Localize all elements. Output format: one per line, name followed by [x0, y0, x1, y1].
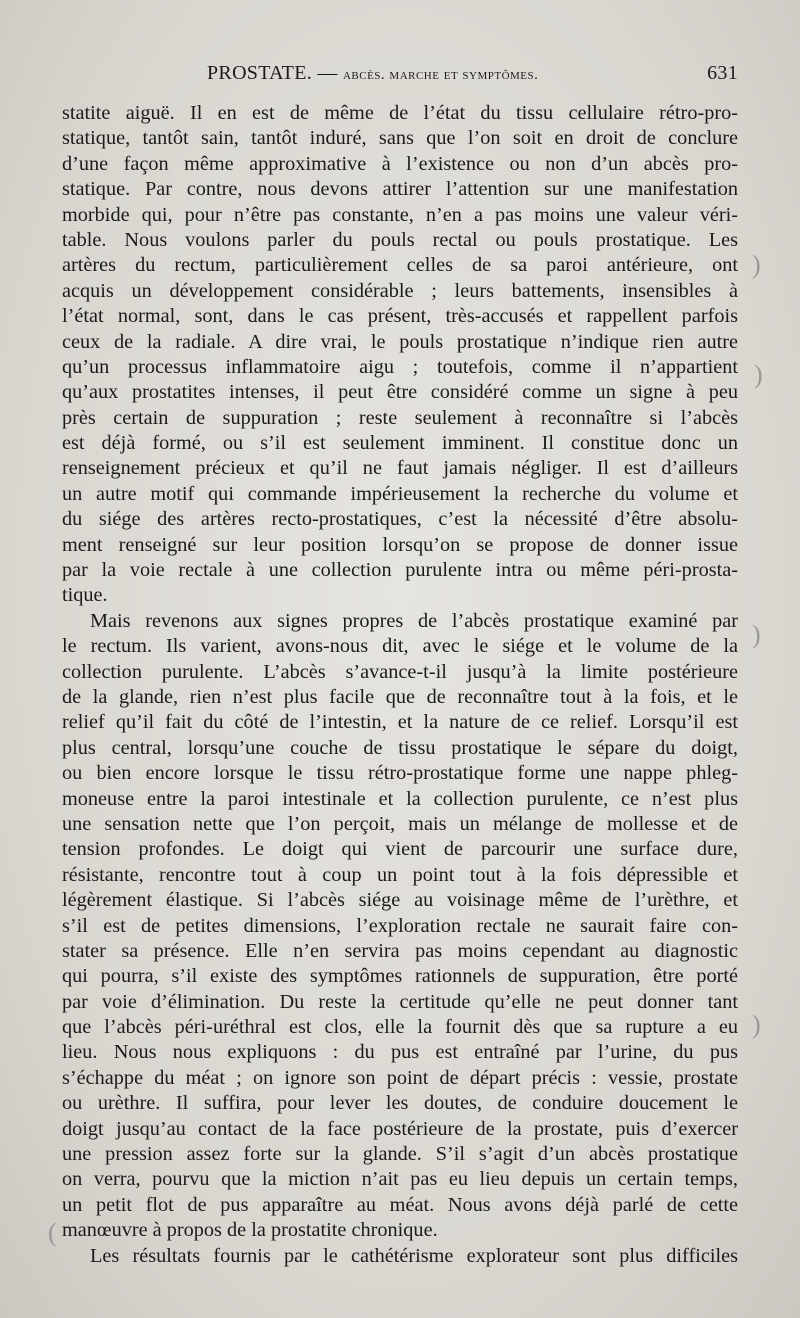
running-head-title: PROSTATE. — [207, 62, 313, 84]
running-head-text — [207, 62, 538, 85]
text-line: doigt jusqu’au contact de la face postérieure de la prostate, puis d’exercer — [62, 1117, 738, 1140]
text-line: que l’abcès péri-uréthral est clos, elle la fournit dès que sa rupture a eu — [62, 1016, 738, 1039]
text-line: statique, tantôt sain, tantôt induré, sans que l’on soit en droit de conclure — [62, 127, 738, 150]
text-line: tension profondes. Le doigt qui vient de parcourir une surface dure, — [62, 838, 738, 861]
page-number: 631 — [707, 62, 738, 84]
text-line: qui pourra, s’il existe des symptômes rationnels de suppuration, être porté — [62, 965, 738, 988]
text-line: lieu. Nous nous expliquons : du pus est entraîné par l’urine, du pus — [62, 1041, 738, 1064]
text-line: statique. Par contre, nous devons attirer l’attention sur une manifestation — [62, 178, 738, 201]
text-line: résistante, rencontre tout à coup un point tout à la fois dépressible et — [62, 863, 738, 886]
text-line: renseignement précieux et qu’il ne faut jamais négliger. Il est d’ailleurs — [62, 457, 738, 480]
text-line: légèrement élastique. Si l’abcès siége au voisinage même de l’urèthre, et — [62, 889, 738, 912]
text-line: l’état normal, sont, dans le cas présent, très-accusés et rappellent parfois — [62, 305, 738, 328]
text-line: ceux de la radiale. A dire vrai, le pouls prostatique n’indique rien autre — [62, 330, 738, 353]
running-head-subtitle: abcès. marche et symptômes. — [342, 67, 539, 83]
text-line: stater sa présence. Elle n’en servira pas moins cependant au diagnostic — [62, 939, 738, 962]
running-head-dash: — — [317, 62, 338, 84]
text-line: relief qu’il fait du côté de l’intestin, et la nature de ce relief. Lorsqu’il est — [62, 711, 738, 734]
text-line: tique. — [62, 584, 108, 607]
text-line: un autre motif qui commande impérieusement la recherche du volume et — [62, 482, 738, 505]
text-line: un petit flot de pus apparaître au méat. Nous avons déjà parlé de cette — [62, 1193, 738, 1216]
edge-mark: ( — [48, 1218, 57, 1247]
text-line: morbide qui, pour n’être pas constante, n’en a pas moins une valeur véri- — [62, 203, 738, 226]
text-line: une sensation nette que l’on perçoit, mais un mélange de mollesse et de — [62, 812, 738, 835]
edge-mark: ) — [752, 1010, 761, 1039]
text-line: statite aiguë. Il en est de même de l’état du tissu cellulaire rétro-pro- — [62, 102, 738, 124]
text-line: acquis un développement considérable ; leurs battements, insensibles à — [62, 279, 738, 302]
text-line: on verra, pourvu que la miction n’ait pas eu lieu depuis un certain temps, — [62, 1168, 738, 1191]
text-line: qu’aux prostatites intenses, il peut être considéré comme un signe à peu — [62, 381, 738, 404]
text-line: s’il est de petites dimensions, l’exploration rectale ne saurait faire con- — [62, 914, 738, 937]
body-text — [62, 101, 738, 1269]
text-line: est déjà formé, ou s’il est seulement imminent. Il constitue donc un — [62, 432, 738, 455]
text-line: artères du rectum, particulièrement celles de sa paroi antérieure, ont — [62, 254, 738, 277]
text-line: qu’un processus inflammatoire aigu ; toutefois, comme il n’appartient — [62, 355, 738, 378]
running-head — [62, 62, 738, 88]
text-line: collection purulente. L’abcès s’avance-t-il jusqu’à la limite postérieure — [62, 660, 738, 683]
text-line: moneuse entre la paroi intestinale et la collection purulente, ce n’est plus — [62, 787, 738, 810]
text-line: table. Nous voulons parler du pouls rectal ou pouls prostatique. Les — [62, 228, 738, 251]
text-line: d’une façon même approximative à l’existence ou non d’un abcès pro- — [62, 152, 738, 175]
text-line: Mais revenons aux signes propres de l’abcès prostatique examiné par — [90, 609, 738, 632]
text-line: une pression assez forte sur la glande. S’il s’agit d’un abcès prostatique — [62, 1143, 738, 1166]
text-line: près certain de suppuration ; reste seulement à reconnaître si l’abcès — [62, 406, 738, 429]
text-line: le rectum. Ils varient, avons-nous dit, avec le siége et le volume de la — [62, 635, 738, 658]
text-line: ou urèthre. Il suffira, pour lever les doutes, de conduire doucement le — [62, 1092, 738, 1115]
edge-mark: ) — [754, 360, 763, 389]
text-line: ment renseigné sur leur position lorsqu’on se propose de donner issue — [62, 533, 738, 556]
text-line: Les résultats fournis par le cathétérisme explorateur sont plus difficiles — [90, 1244, 738, 1267]
text-line: s’échappe du méat ; on ignore son point de départ précis : vessie, prostate — [62, 1066, 738, 1089]
text-line: manœuvre à propos de la prostatite chronique. — [62, 1219, 438, 1242]
text-line: par voie d’élimination. Du reste la certitude qu’elle ne peut donner tant — [62, 990, 738, 1013]
text-line: de la glande, rien n’est plus facile que de reconnaître tout à la fois, et le — [62, 685, 738, 708]
text-line: plus central, lorsqu’une couche de tissu prostatique le sépare du doigt, — [62, 736, 738, 759]
text-line: ou bien encore lorsque le tissu rétro-prostatique forme une nappe phleg- — [62, 762, 738, 785]
text-line: du siége des artères recto-prostatiques, c’est la nécessité d’être absolu- — [62, 508, 738, 531]
text-line: par la voie rectale à une collection purulente intra ou même péri-prosta- — [62, 559, 738, 582]
edge-mark: ) — [752, 250, 761, 279]
edge-mark: ) — [752, 620, 761, 649]
